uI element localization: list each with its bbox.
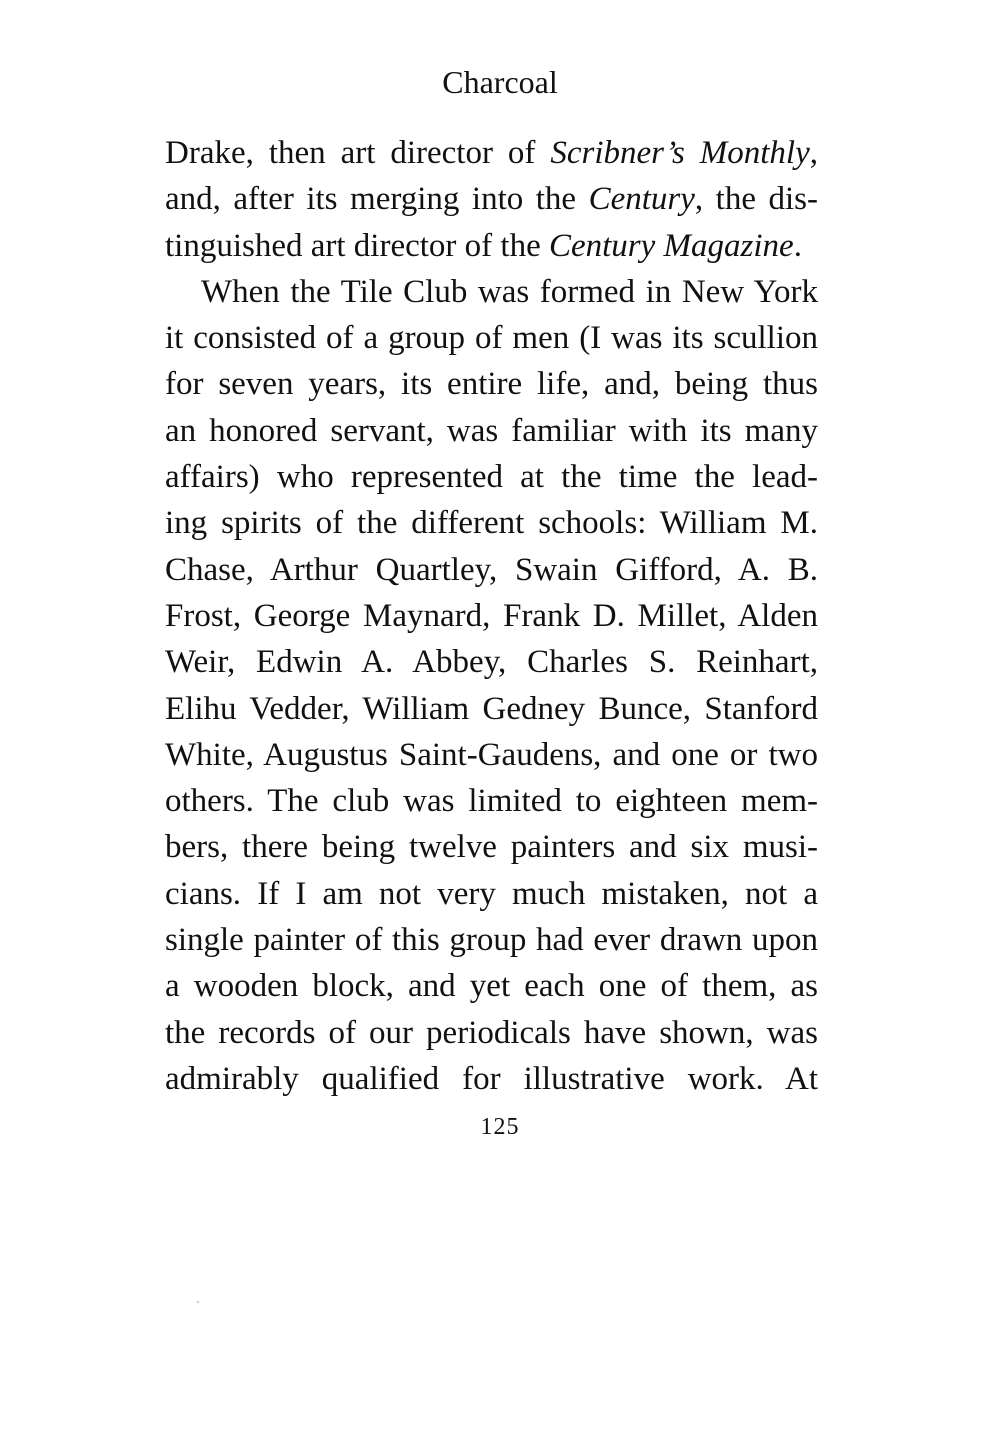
text-run: , [809, 135, 818, 171]
text-line: admirably qualified for illustrative work. At [165, 1060, 818, 1097]
text-line: When the Tile Club was formed in New York [201, 273, 818, 310]
text-line: bers, there being twelve painters and six musi- [165, 829, 818, 866]
text-line [165, 130, 818, 176]
text-run: , the dis- [694, 181, 818, 218]
text-line: the records of our periodicals have shown, was [165, 1014, 818, 1051]
text-line: Elihu Vedder, William Gedney Bunce, Stanford [165, 690, 818, 727]
text-line [165, 223, 818, 269]
text-line: affairs) who represented at the time the lead- [165, 459, 818, 496]
text-line: it consisted of a group of men (I was its scullion [165, 320, 818, 357]
paper-speck [197, 1301, 199, 1303]
text-line: for seven years, its entire life, and, being thus [165, 366, 818, 403]
text-line: an honored servant, was familiar with its many [165, 412, 818, 449]
text-run: and, after its merging into the [165, 181, 589, 218]
text-run: Drake, then art director of [165, 135, 551, 171]
text-line: others. The club was limited to eighteen mem- [165, 783, 818, 820]
text-line: White, Augustus Saint-Gaudens, and one or two [165, 736, 818, 773]
text-line: ing spirits of the different schools: William M. [165, 505, 818, 542]
text-line: Weir, Edwin A. Abbey, Charles S. Reinhart, [165, 644, 818, 681]
text-run: . [793, 227, 802, 264]
text-line: cians. If I am not very much mistaken, not a [165, 875, 818, 912]
text-line: single painter of this group had ever drawn upon [165, 922, 818, 959]
text-line: Chase, Arthur Quartley, Swain Gifford, A. B. [165, 551, 818, 588]
text-line [165, 176, 818, 222]
italic-title: Scribner’s Monthly [550, 135, 810, 171]
text-line: a wooden block, and yet each one of them, as [165, 968, 818, 1005]
text-run: tinguished art director of the [165, 227, 549, 264]
body-text [165, 130, 818, 1102]
text-line: Frost, George Maynard, Frank D. Millet, Alden [165, 597, 818, 634]
italic-title: Century Magazine [548, 227, 794, 264]
italic-title: Century [588, 181, 695, 218]
page-number: 125 [480, 1114, 520, 1140]
running-head: Charcoal [442, 64, 558, 100]
